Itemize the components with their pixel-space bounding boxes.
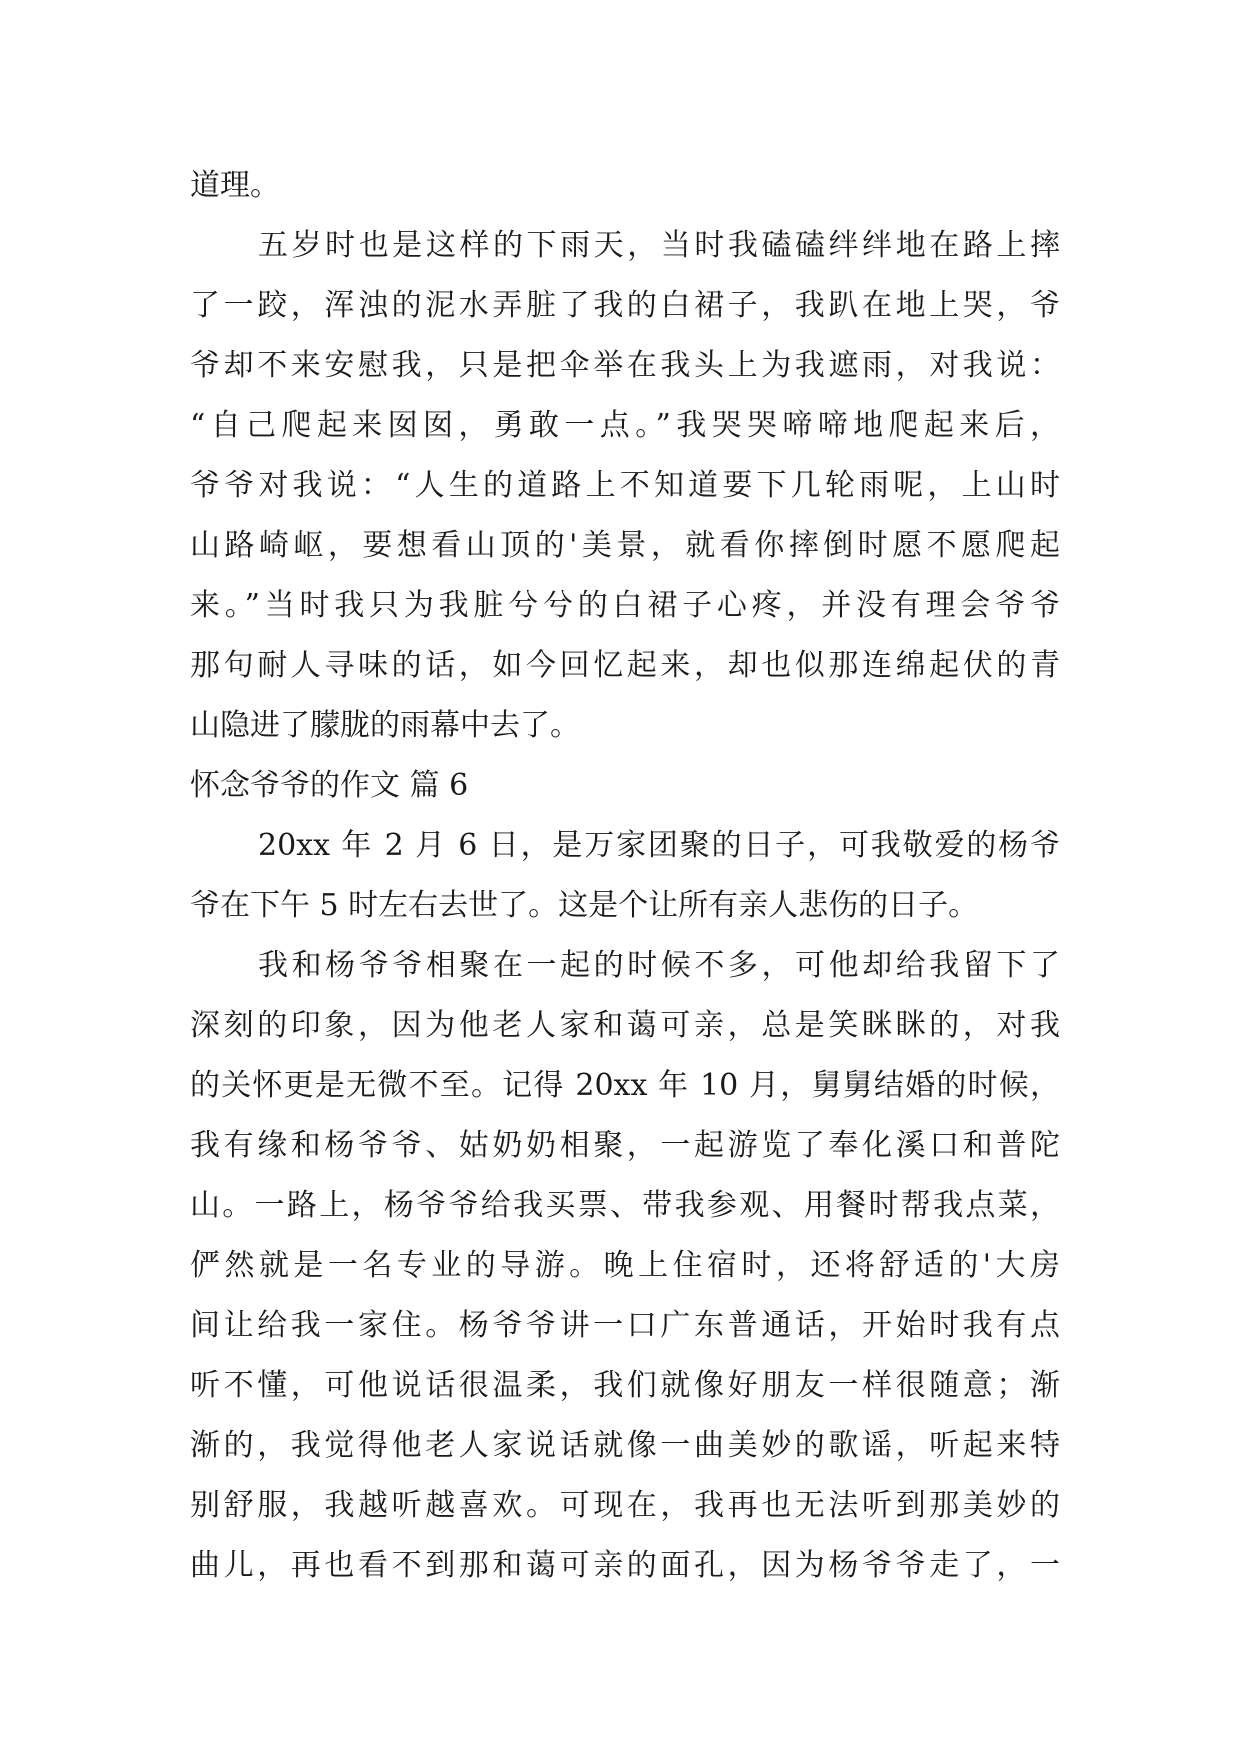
text-line: 听不懂，可他说话很温柔，我们就像好朋友一样很随意；渐 (190, 1368, 1060, 1403)
text-line: 俨然就是一名专业的导游。晚上住宿时，还将舒适的'大房 (190, 1248, 1060, 1283)
section-5-paragraph (190, 216, 1060, 756)
text-line: 山隐进了朦胧的雨幕中去了。 (190, 708, 580, 743)
text-line: 我有缘和杨爷爷、姑奶奶相聚，一起游览了奉化溪口和普陀 (190, 1128, 1060, 1163)
text-line: 那句耐人寻味的话，如今回忆起来，却也似那连绵起伏的青 (190, 648, 1060, 683)
text-line: 深刻的印象，因为他老人家和蔼可亲，总是笑眯眯的，对我 (190, 1008, 1060, 1043)
section-6-paragraph-2 (190, 936, 1060, 1596)
text-line: 渐的，我觉得他老人家说话就像一曲美妙的歌谣，听起来特 (190, 1428, 1060, 1463)
text-line: 山。一路上，杨爷爷给我买票、带我参观、用餐时帮我点菜， (190, 1188, 1060, 1223)
text-line: 间让给我一家住。杨爷爷讲一口广东普通话，开始时我有点 (190, 1308, 1060, 1343)
text-line: 别舒服，我越听越喜欢。可现在，我再也无法听到那美妙的 (190, 1488, 1060, 1523)
section-6-paragraph-1 (190, 816, 1060, 936)
text-line: 来。”当时我只为我脏兮兮的白裙子心疼，并没有理会爷爷 (190, 588, 1060, 623)
text-line: “自己爬起来囡囡，勇敢一点。”我哭哭啼啼地爬起来后， (190, 408, 1060, 443)
text-line: 五岁时也是这样的下雨天，当时我磕磕绊绊地在路上摔 (258, 228, 1060, 263)
text-line: 我和杨爷爷相聚在一起的时候不多，可他却给我留下了 (258, 948, 1060, 983)
document-body (190, 156, 1060, 1596)
text-line: 山路崎岖，要想看山顶的'美景，就看你摔倒时愿不愿爬起 (190, 528, 1060, 563)
text-line: 爷爷对我说：“人生的道路上不知道要下几轮雨呢，上山时 (190, 468, 1060, 503)
section-5-tail (190, 156, 1060, 216)
section-heading: 怀念爷爷的作文 篇 6 (190, 768, 469, 803)
text-line: 了一跤，浑浊的泥水弄脏了我的白裙子，我趴在地上哭，爷 (190, 288, 1060, 323)
text-line: 爷却不来安慰我，只是把伞举在我头上为我遮雨，对我说： (190, 348, 1060, 383)
text-line: 的关怀更是无微不至。记得 20xx 年 10 月，舅舅结婚的时候， (190, 1068, 1060, 1103)
text-line: 爷在下午 5 时左右去世了。这是个让所有亲人悲伤的日子。 (190, 888, 979, 923)
text-line: 曲儿，再也看不到那和蔼可亲的面孔，因为杨爷爷走了，一 (190, 1548, 1060, 1583)
text-line: 20xx 年 2 月 6 日，是万家团聚的日子，可我敬爱的杨爷 (258, 828, 1060, 863)
text-line: 道理。 (190, 168, 280, 203)
